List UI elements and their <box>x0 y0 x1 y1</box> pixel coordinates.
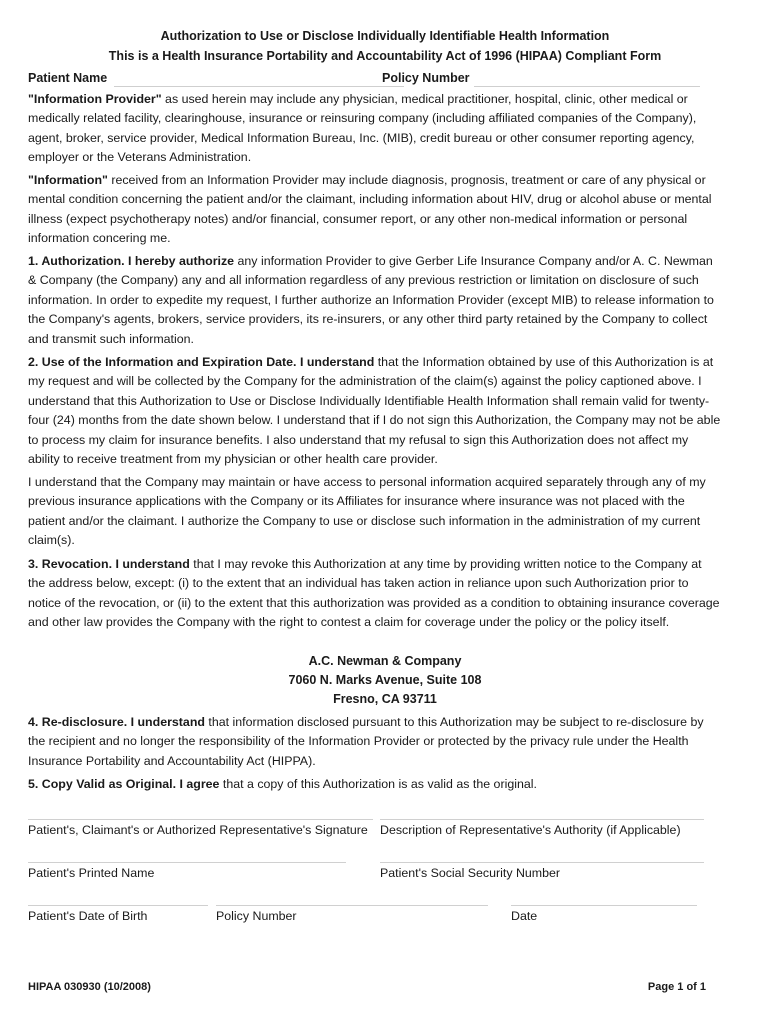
authorization-lead: 1. Authorization. I hereby authorize <box>28 254 235 268</box>
policy-number-label: Policy Number <box>382 71 470 85</box>
form-subtitle: This is a Health Insurance Portability and Accountability Act of 1996 (HIPAA) Compliant Form <box>108 49 662 63</box>
copy-valid-paragraph <box>28 775 722 794</box>
information-lead: "Information" <box>28 173 108 187</box>
page-number: Page 1 of 1 <box>647 981 706 993</box>
redisclosure-text: that information disclosed pursuant to this Authorization may be subject to re-disclosure by the recipient and no longer the responsibility of the Information Provider or protected by the privacy rule under the Health Insurance Portability and Accountability Act (HIPPA). <box>28 715 704 768</box>
date-field[interactable] <box>511 905 697 906</box>
revocation-paragraph <box>28 555 722 633</box>
patient-name-label: Patient Name <box>28 71 108 85</box>
ssn-label: Patient's Social Security Number <box>380 866 561 880</box>
use-expiration-text: that the Information obtained by use of this Authorization is at my request and will be collected by the Company for the administration of the claim(s) against the policy captioned above. I understand that this Authorization to Use or Disclose Individually Identifiable Health Information shall remain valid for twenty-four (24) months from the date shown below. I understand that if I do not sign this Authorization, the Company may not be able to process my claim for insurance benefits. I also understand that my refusal to sign this Authorization does not affect my ability to receive treatment from my physician or other health care provider. <box>28 355 721 467</box>
signature-field[interactable] <box>28 819 373 820</box>
company-name: A.C. Newman & Company <box>308 654 462 668</box>
info-provider-paragraph <box>28 90 722 168</box>
form-title: Authorization to Use or Disclose Individually Identifiable Health Information <box>160 29 610 43</box>
bottom-policy-number-label: Policy Number <box>216 909 297 923</box>
information-text: received from an Information Provider may include diagnosis, prognosis, treatment or care of any physical or mental condition concerning the patient and/or the claimant, including information about HIV, drug or alcohol abuse or mental illness (expect psychotherapy notes) and/or financial, consumer report, or any other non-medical information or personal information concering me. <box>28 173 712 246</box>
bottom-policy-number-field[interactable] <box>216 905 488 906</box>
authority-label: Description of Representative's Authority (if Applicable) <box>380 823 681 837</box>
authorization-text: any information Provider to give Gerber Life Insurance Company and/or A. C. Newman & Company (the Company) any and all information regardless of any previous restriction or limitation on disclosure of such information. In order to expedite my request, I further authorize an Information Provider (except MIB) to release information to the Company's agents, brokers, service providers, its re-insurers, or any other third party retained by the Company to collect and transmit such information. <box>28 254 714 346</box>
information-paragraph <box>28 171 722 249</box>
patient-name-field[interactable] <box>114 86 404 87</box>
copy-valid-lead: 5. Copy Valid as Original. I agree <box>28 777 220 791</box>
use-expiration-paragraph <box>28 353 722 469</box>
info-provider-text: as used herein may include any physician, medical practitioner, hospital, clinic, other medical or medically related facility, clearinghouse, insurance or reinsuring company (including affiliated companies of the Company), agent, broker, service provider, Medical Information Bureau, Inc. (MIB), credit bureau or other consumer reporting agency, employer or the Veterans Administration. <box>28 92 697 165</box>
form-id: HIPAA 030930 (10/2008) <box>28 981 151 993</box>
dob-label: Patient's Date of Birth <box>28 909 148 923</box>
redisclosure-lead: 4. Re-disclosure. I understand <box>28 715 205 729</box>
date-label: Date <box>511 909 538 923</box>
copy-valid-text: that a copy of this Authorization is as valid as the original. <box>219 777 537 791</box>
patient-policy-row <box>28 71 708 91</box>
company-access-paragraph <box>28 473 722 551</box>
use-expiration-lead: 2. Use of the Information and Expiration Date. I understand <box>28 355 375 369</box>
signature-label: Patient's, Claimant's or Authorized Representative's Signature <box>28 823 368 837</box>
company-street: 7060 N. Marks Avenue, Suite 108 <box>288 673 482 687</box>
revocation-lead: 3. Revocation. I understand <box>28 557 190 571</box>
company-city: Fresno, CA 93711 <box>333 692 437 706</box>
dob-field[interactable] <box>28 905 208 906</box>
printed-name-label: Patient's Printed Name <box>28 866 155 880</box>
authority-field[interactable] <box>380 819 704 820</box>
ssn-field[interactable] <box>380 862 704 863</box>
info-provider-lead: "Information Provider" <box>28 92 162 106</box>
redisclosure-paragraph <box>28 713 722 771</box>
authorization-paragraph <box>28 252 722 349</box>
printed-name-field[interactable] <box>28 862 346 863</box>
revocation-text: that I may revoke this Authorization at any time by providing written notice to the Company at the address below, except: (i) to the extent that an individual has taken action in reliance upon such Authorization prior to notice of the revocation, or (ii) to the extent that this authorization was provided as a condition to obtaining insurance coverage and other law provides the Company with the right to contest a claim for coverage under the policy or the policy itself. <box>28 557 720 630</box>
company-access-text: I understand that the Company may maintain or have access to personal information acquired separately through any of my previous insurance applications with the Company or its Affiliates for insurance where insurance was not placed with the patient and/or the claimant. I authorize the Company to use or disclose such information in the administration of my current claim(s). <box>28 475 706 548</box>
policy-number-field[interactable] <box>474 86 700 87</box>
